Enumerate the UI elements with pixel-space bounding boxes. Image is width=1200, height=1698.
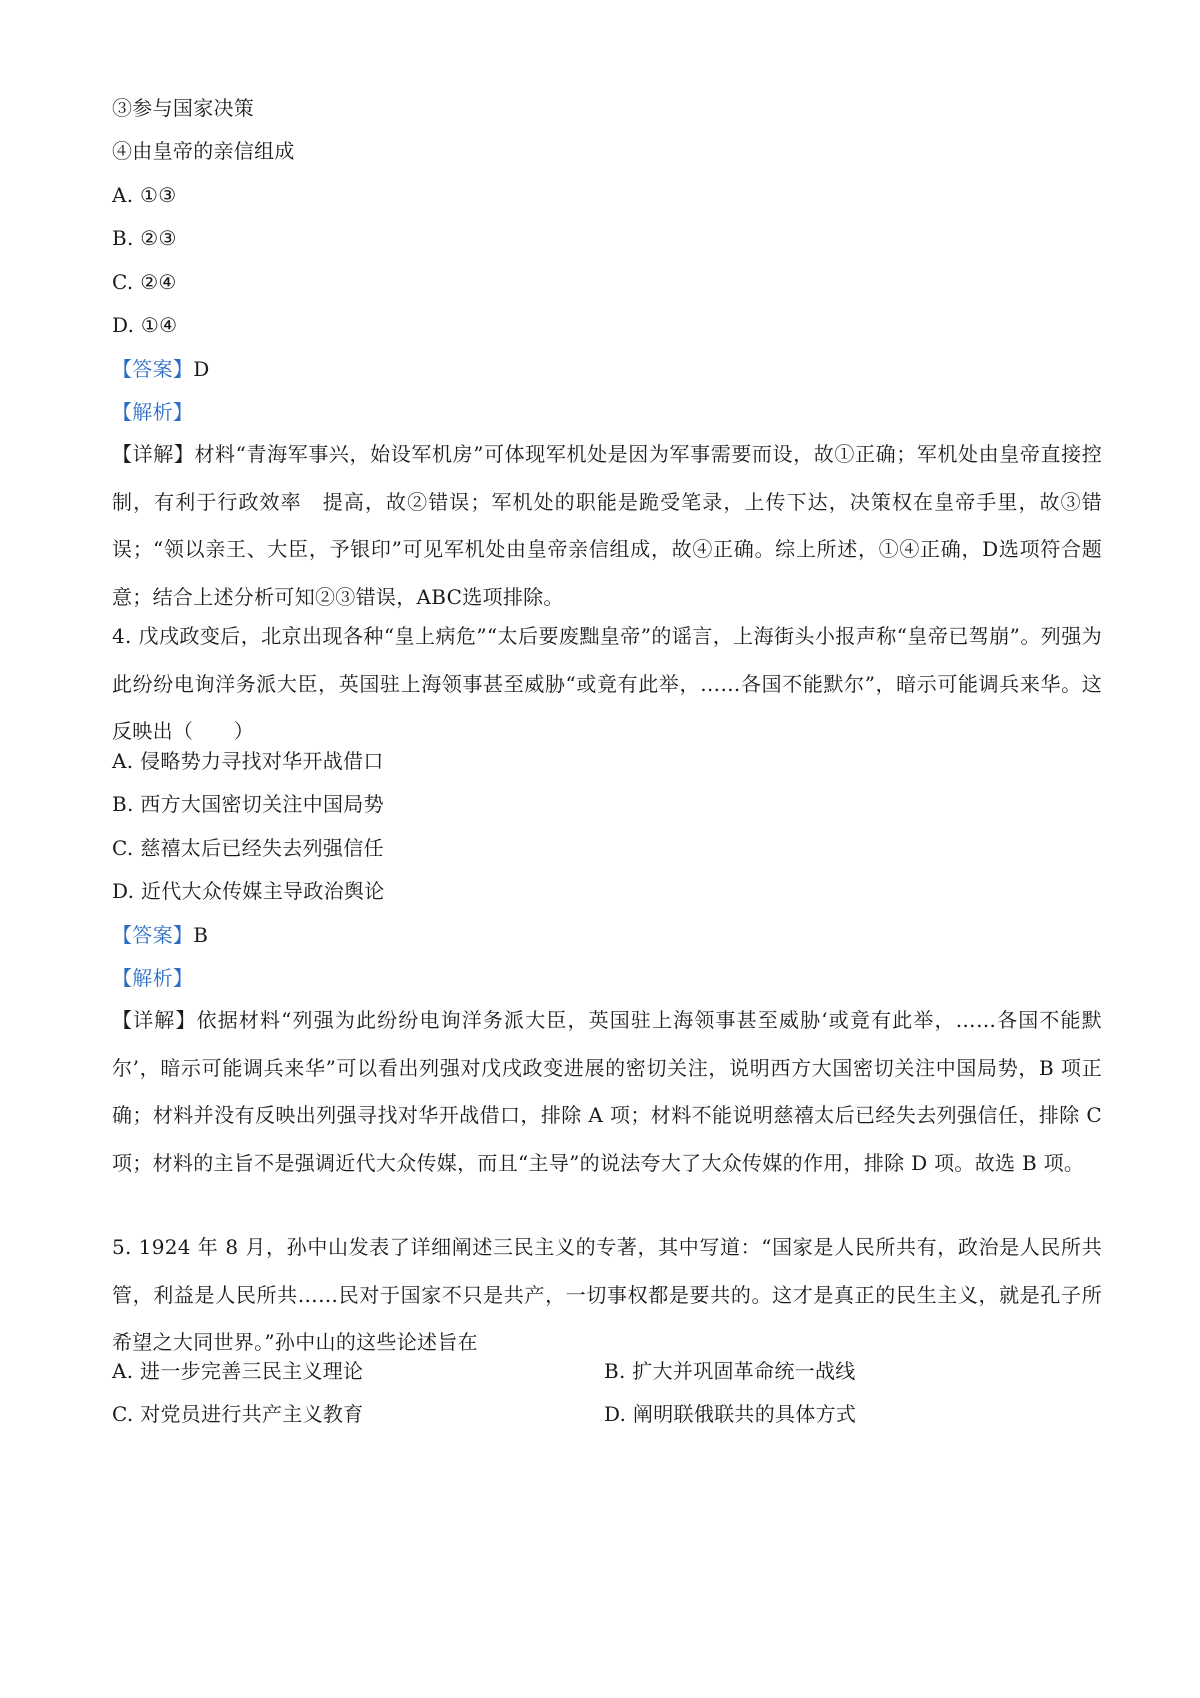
q3-option-c: C. ②④	[112, 270, 177, 294]
q4-option-d: D. 近代大众传媒主导政治舆论	[112, 879, 385, 903]
q4-option-a: A. 侵略势力寻找对华开战借口	[112, 749, 384, 773]
q3-item-3: ③参与国家决策	[112, 96, 255, 120]
q3-option-b: B. ②③	[112, 226, 177, 250]
q4-detail	[112, 997, 1102, 1187]
answer-value: D	[193, 357, 210, 381]
answer-label: 【答案】	[112, 357, 194, 381]
q3-detail	[112, 431, 1102, 621]
q5-option-c: C. 对党员进行共产主义教育	[112, 1402, 364, 1426]
q3-option-d: D. ①④	[112, 313, 178, 337]
detail-text: 依据材料“列强为此纷纷电询洋务派大臣，英国驻上海领事甚至威胁‘或竟有此举，……各国不能默尔’，暗示可能调兵来华”可以看出列强对戊戌政变进展的密切关注，说明西方大国密切关注中国局势，B 项正确；材料并没有反映出列强寻找对华开战借口，排除 A 项；材料不能说明慈禧太后已经失去列强信任，排除 C 项；材料的主旨不是强调近代大众传媒，而且“主导”的说法夸大了大众传媒的作用，排除 D 项。故选 B 项。	[112, 1008, 1102, 1175]
q3-analysis	[112, 398, 193, 426]
q3-item-4: ④由皇帝的亲信组成	[112, 139, 295, 163]
q5-stem: 5. 1924 年 8 月，孙中山发表了详细阐述三民主义的专著，其中写道：“国家是人民所共有，政治是人民所共管，利益是人民所共……民对于国家不只是共产，一切事权都是要共的。这才是真正的民生主义，就是孔子所希望之大同世界。”孙中山的这些论述旨在	[112, 1235, 1102, 1354]
q4-option-b: B. 西方大国密切关注中国局势	[112, 792, 384, 816]
q4-option-c: C. 慈禧太后已经失去列强信任	[112, 836, 384, 860]
analysis-label: 【解析】	[112, 400, 194, 424]
q3-option-a: A. ①③	[112, 183, 177, 207]
q4-analysis	[112, 964, 193, 992]
detail-label: 【详解】	[112, 442, 195, 466]
q5-option-a: A. 进一步完善三民主义理论	[112, 1359, 364, 1383]
detail-label: 【详解】	[112, 1008, 197, 1032]
q4-stem: 4. 戊戌政变后，北京出现各种“皇上病危”“太后要废黜皇帝”的谣言，上海街头小报声称“皇帝已驾崩”。列强为此纷纷电询洋务派大臣，英国驻上海领事甚至威胁“或竟有此举，……各国不能默尔”，暗示可能调兵来华。这反映出（ ）	[112, 624, 1102, 743]
detail-text: 材料“青海军事兴，始设军机房”可体现军机处是因为军事需要而设，故①正确；军机处由皇帝直接控制，有利于行政效率 提高，故②错误；军机处的职能是跪受笔录，上传下达，决策权在皇帝手里，故③错误；“领以亲王、大臣，予银印”可见军机处由皇帝亲信组成，故④正确。综上所述，①④正确，D选项符合题意；结合上述分析可知②③错误，ABC选项排除。	[112, 442, 1102, 609]
analysis-label: 【解析】	[112, 966, 194, 990]
q5-option-d: D. 阐明联俄联共的具体方式	[604, 1402, 857, 1426]
answer-value: B	[193, 923, 209, 947]
q3-answer	[112, 355, 210, 383]
q5-option-b: B. 扩大并巩固革命统一战线	[604, 1359, 856, 1383]
answer-label: 【答案】	[112, 923, 194, 947]
q4-answer	[112, 921, 208, 949]
